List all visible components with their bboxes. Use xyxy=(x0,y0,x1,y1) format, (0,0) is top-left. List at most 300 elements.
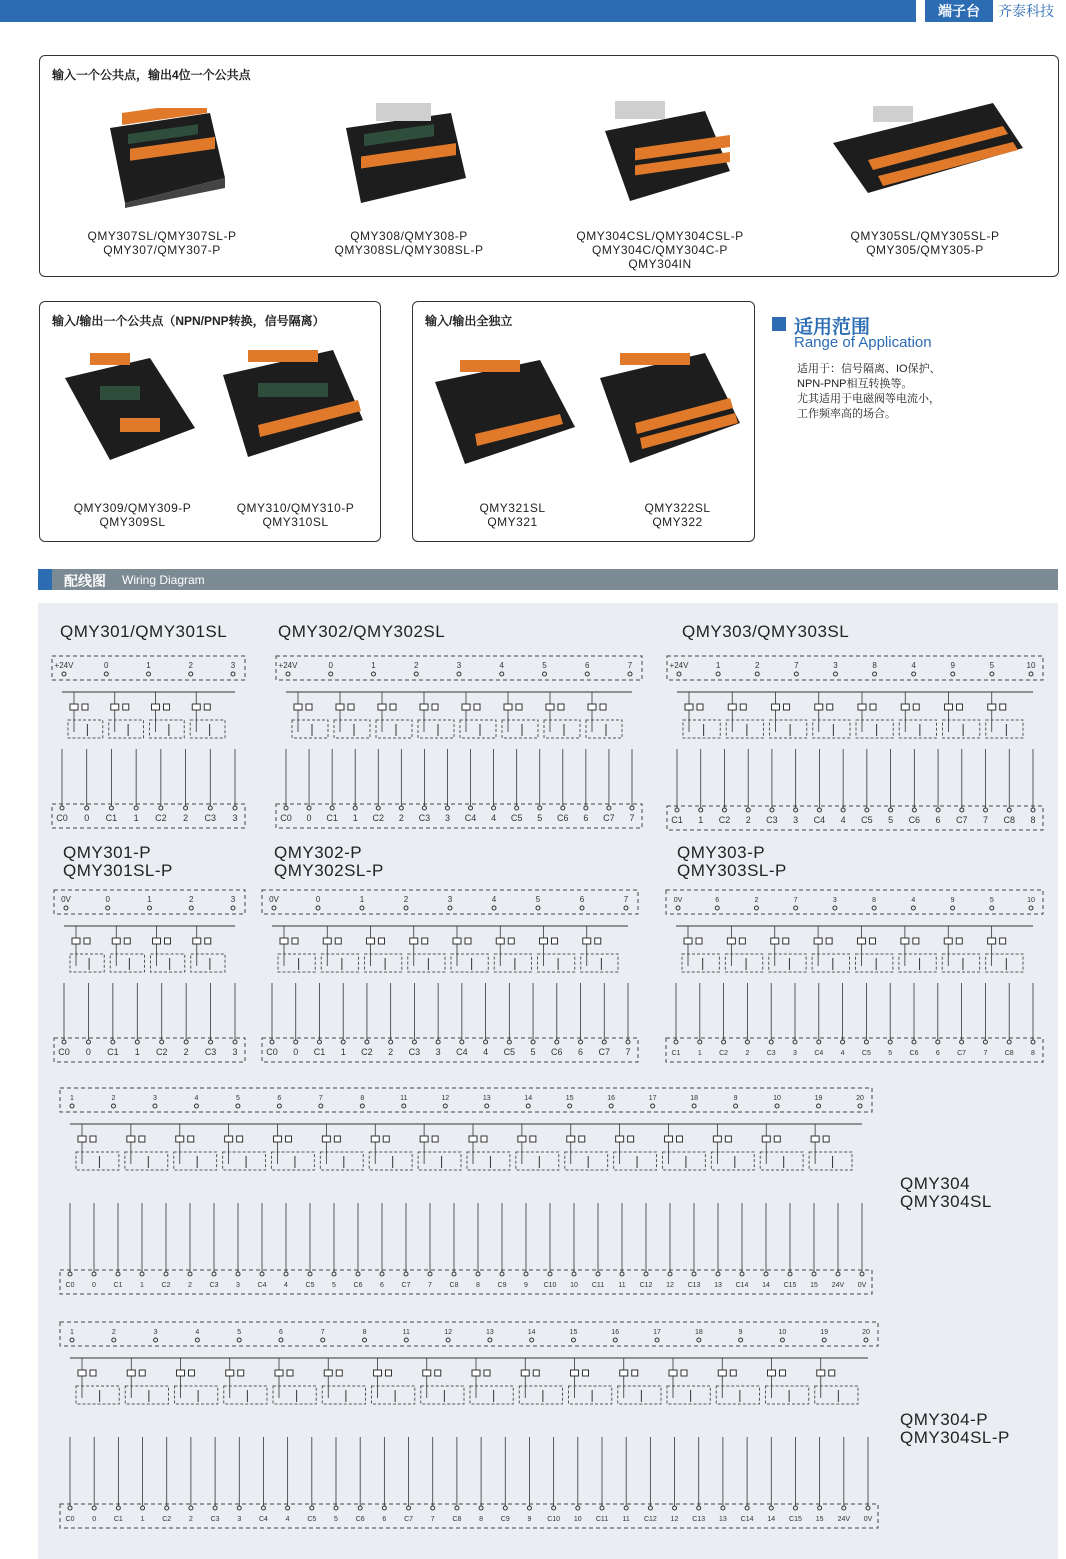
bottom-terminal-label: 0 xyxy=(92,1282,96,1289)
transistor-block xyxy=(151,954,185,972)
terminal-dot xyxy=(651,1104,655,1108)
terminal-dot xyxy=(209,1040,213,1044)
optocoupler-icon xyxy=(829,1370,835,1376)
optocoupler-icon xyxy=(579,1136,585,1142)
top-terminal-label: 12 xyxy=(444,1329,453,1336)
terminal-dot xyxy=(912,672,916,676)
resistor-icon xyxy=(588,704,596,710)
terminal-dot xyxy=(613,1338,617,1342)
bottom-terminal-label: C15 xyxy=(783,1282,797,1289)
bottom-terminal-label: C6 xyxy=(557,813,569,823)
top-terminal-label: 4 xyxy=(911,661,916,670)
terminal-dot xyxy=(116,1272,120,1276)
product-model-line: QMY321 xyxy=(487,515,538,529)
terminal-dot xyxy=(1007,808,1011,812)
transistor-block xyxy=(191,954,225,972)
resistor-icon xyxy=(858,938,866,944)
bottom-terminal-label: 12 xyxy=(666,1282,674,1289)
transistor-block xyxy=(273,1386,316,1404)
top-terminal-label: 2 xyxy=(414,661,419,670)
terminal-dot xyxy=(159,806,163,810)
bottom-terminal-label: 11 xyxy=(618,1282,626,1289)
bottom-terminal-label: 5 xyxy=(888,1050,893,1057)
terminal-dot xyxy=(543,672,547,676)
optocoupler-icon xyxy=(697,704,703,710)
optocoupler-icon xyxy=(379,938,385,944)
transistor-block xyxy=(813,720,850,738)
top-terminal-label: 5 xyxy=(535,895,541,904)
top-terminal-label: 6 xyxy=(715,897,720,904)
optocoupler-icon xyxy=(956,938,962,944)
resistor-icon xyxy=(423,1370,431,1376)
terminal-dot xyxy=(233,806,237,810)
top-terminal-label: 9 xyxy=(950,897,955,904)
optocoupler-icon xyxy=(165,938,171,944)
terminal-dot xyxy=(524,1272,528,1276)
transistor-block xyxy=(150,720,185,738)
resistor-icon xyxy=(177,1370,185,1376)
bottom-terminal-label: C0 xyxy=(65,1282,75,1289)
terminal-dot xyxy=(960,808,964,812)
top-terminal-label: 7 xyxy=(318,1095,323,1102)
terminal-dot xyxy=(722,1040,726,1044)
terminal-dot xyxy=(536,906,540,910)
resistor-icon xyxy=(367,938,375,944)
bottom-terminal-label: C5 xyxy=(307,1516,317,1523)
bottom-terminal-label: C14 xyxy=(735,1282,749,1289)
resistor-icon xyxy=(771,938,779,944)
bottom-terminal-label: C7 xyxy=(404,1516,414,1523)
bottom-terminal-label: C1 xyxy=(671,1050,681,1057)
optocoupler-icon xyxy=(432,1136,438,1142)
resistor-icon xyxy=(684,938,692,944)
terminal-strip-bottom xyxy=(52,804,245,828)
bottom-terminal-label: 8 xyxy=(479,1516,484,1523)
resistor-icon xyxy=(814,938,822,944)
optocoupler-icon xyxy=(90,1370,96,1376)
transistor-block xyxy=(369,1152,412,1170)
terminal-dot xyxy=(764,1272,768,1276)
top-terminal-label: 15 xyxy=(569,1329,578,1336)
optocoupler-icon xyxy=(481,1136,487,1142)
bottom-terminal-label: 10 xyxy=(573,1516,582,1523)
terminal-dot xyxy=(600,1506,604,1510)
bottom-terminal-label: 1 xyxy=(134,1047,140,1057)
bottom-terminal-label: 7 xyxy=(983,815,989,825)
top-terminal-label: 3 xyxy=(832,897,837,904)
resistor-icon xyxy=(280,938,288,944)
terminal-dot xyxy=(561,806,565,810)
optocoupler-icon xyxy=(780,1370,786,1376)
product-model-line: QMY322 xyxy=(652,515,703,529)
wiring-title-zh: 配线图 xyxy=(64,573,106,589)
terminal-dot xyxy=(769,1506,773,1510)
bottom-terminal-label: 6 xyxy=(380,1282,384,1289)
resistor-icon xyxy=(546,704,554,710)
terminal-dot xyxy=(692,1104,696,1108)
optocoupler-icon xyxy=(725,1136,731,1142)
application-line: 适用于：信号隔离、IO保护、 xyxy=(797,363,941,375)
bottom-terminal-label: C0 xyxy=(58,1047,70,1057)
terminal-dot xyxy=(484,1040,488,1044)
model-line: QMY302-P xyxy=(274,843,363,862)
bottom-terminal-label: C9 xyxy=(497,1282,507,1289)
terminal-dot xyxy=(552,1506,556,1510)
top-terminal-label: +24V xyxy=(669,661,689,670)
top-terminal-label: 0 xyxy=(105,895,110,904)
transistor-block xyxy=(569,1386,612,1404)
transistor-block xyxy=(683,720,720,738)
terminal-dot xyxy=(628,672,632,676)
bottom-terminal-label: C7 xyxy=(603,813,615,823)
application-line: NPN-PNP相互转换等。 xyxy=(797,378,913,390)
bottom-terminal-label: 1 xyxy=(697,1050,702,1057)
transistor-block xyxy=(408,954,445,972)
bottom-terminal-label: 4 xyxy=(483,1047,489,1057)
optocoupler-icon xyxy=(508,938,514,944)
terminal-dot xyxy=(213,1506,217,1510)
transistor-block xyxy=(334,720,370,738)
bottom-terminal-label: 24V xyxy=(837,1516,851,1523)
resistor-icon xyxy=(274,1136,282,1142)
terminal-dot xyxy=(630,806,634,810)
model-line: QMY304SL-P xyxy=(900,1428,1010,1447)
terminal-dot xyxy=(555,1040,559,1044)
transistor-block xyxy=(663,1152,706,1170)
bottom-terminal-label: 4 xyxy=(491,813,497,823)
bottom-terminal-label: C0 xyxy=(280,813,292,823)
product-model-line: QMY305SL/QMY305SL-P xyxy=(850,229,1000,243)
terminal-dot xyxy=(984,808,988,812)
resistor-icon xyxy=(112,938,120,944)
terminal-dot xyxy=(294,1040,298,1044)
terminal-dot xyxy=(365,1040,369,1044)
terminal-dot xyxy=(746,808,750,812)
resistor-icon xyxy=(768,1370,776,1376)
resistor-icon xyxy=(665,1136,673,1142)
top-terminal-label: 13 xyxy=(485,1329,494,1336)
resistor-icon xyxy=(504,704,512,710)
mid-right-box-title: 输入/输出全独立 xyxy=(425,314,513,328)
top-terminal-label: 13 xyxy=(482,1095,491,1102)
terminal-dot xyxy=(538,806,542,810)
mid-left-box-title: 输入/输出一个公共点（NPN/PNP转换，信号隔离） xyxy=(52,314,325,328)
bottom-terminal-label: C3 xyxy=(204,1047,217,1057)
top-terminal-label: 11 xyxy=(400,1095,408,1102)
bottom-terminal-label: 6 xyxy=(935,815,941,825)
bottom-terminal-label: 8 xyxy=(1031,1050,1035,1057)
model-line: QMY304SL xyxy=(900,1192,992,1211)
top-terminal-label: 14 xyxy=(527,1329,536,1336)
optocoupler-icon xyxy=(1000,938,1006,944)
transistor-block xyxy=(421,1386,464,1404)
terminal-dot xyxy=(817,1040,821,1044)
terminal-dot xyxy=(92,1506,96,1510)
bottom-terminal-label: C12 xyxy=(643,1516,657,1523)
application-line: 尤其适用于电磁阀等电流小， xyxy=(797,393,940,405)
optocoupler-icon xyxy=(237,1136,243,1142)
terminal-dot xyxy=(279,1338,283,1342)
product-model-line: QMY309SL xyxy=(99,515,166,529)
resistor-icon xyxy=(718,1370,726,1376)
terminal-dot xyxy=(1029,906,1033,910)
terminal-dot xyxy=(160,1040,164,1044)
transistor-block xyxy=(586,720,622,738)
top-terminal-label: +24V xyxy=(54,661,74,670)
top-terminal-label: 12 xyxy=(441,1095,450,1102)
transistor-block xyxy=(418,720,454,738)
bottom-terminal-label: C5 xyxy=(503,1047,516,1057)
optocoupler-icon xyxy=(784,704,790,710)
top-terminal-label: 20 xyxy=(862,1329,870,1336)
terminal-dot xyxy=(492,906,496,910)
resistor-icon xyxy=(70,704,78,710)
top-terminal-label: 10 xyxy=(778,1329,787,1336)
resistor-icon xyxy=(378,704,386,710)
terminal-dot xyxy=(602,1040,606,1044)
resistor-icon xyxy=(772,704,780,710)
bottom-terminal-label: C8 xyxy=(449,1282,459,1289)
product-model-line: QMY304CSL/QMY304CSL-P xyxy=(576,229,744,243)
resistor-icon xyxy=(78,1370,86,1376)
terminal-dot xyxy=(485,1104,489,1108)
terminal-dot xyxy=(111,1040,115,1044)
top-terminal-label: 7 xyxy=(794,661,799,670)
bottom-terminal-label: 2 xyxy=(745,815,751,825)
terminal-dot xyxy=(412,1040,416,1044)
terminal-dot xyxy=(286,672,290,676)
optocoupler-icon xyxy=(336,1370,342,1376)
optocoupler-icon xyxy=(386,1370,392,1376)
bottom-terminal-label: 5 xyxy=(334,1516,338,1523)
top-terminal-label: 4 xyxy=(194,1095,199,1102)
top-terminal-label: 4 xyxy=(491,895,497,904)
bottom-terminal-label: C1 xyxy=(313,1047,326,1057)
product-model-line: QMY304C/QMY304C-P xyxy=(592,243,728,257)
transistor-block xyxy=(943,720,980,738)
terminal-dot xyxy=(836,1272,840,1276)
top-terminal-label: 9 xyxy=(738,1329,743,1336)
bottom-terminal-label: 6 xyxy=(578,1047,584,1057)
terminal-dot xyxy=(740,1272,744,1276)
terminal-dot xyxy=(775,1104,779,1108)
terminal-dot xyxy=(716,672,720,676)
product-model-line: QMY309/QMY309-P xyxy=(73,501,192,515)
transistor-block xyxy=(320,1152,363,1170)
top-terminal-label: 1 xyxy=(70,1329,74,1336)
model-line: QMY301SL-P xyxy=(63,861,173,880)
bottom-terminal-label: 6 xyxy=(382,1516,387,1523)
top-terminal-label: 1 xyxy=(371,661,376,670)
bottom-terminal-label: 8 xyxy=(1030,815,1036,825)
application-line: 工作频率高的场合。 xyxy=(797,408,896,420)
top-terminal-label: 7 xyxy=(793,897,798,904)
terminal-dot xyxy=(769,1040,773,1044)
model-line: QMY302SL-P xyxy=(274,861,384,880)
optocoupler-icon xyxy=(827,704,833,710)
resistor-icon xyxy=(336,704,344,710)
bottom-terminal-label: 4 xyxy=(285,1516,290,1523)
application-title-zh: 适用范围 xyxy=(794,317,871,338)
bottom-terminal-label: C3 xyxy=(210,1516,220,1523)
transistor-block xyxy=(565,1152,608,1170)
bottom-terminal-label: 2 xyxy=(183,1047,189,1057)
bottom-terminal-label: 13 xyxy=(714,1282,722,1289)
terminal-dot xyxy=(382,1506,386,1510)
terminal-dot xyxy=(990,906,994,910)
bottom-terminal-label: C8 xyxy=(1004,1050,1014,1057)
transistor-block xyxy=(809,1152,852,1170)
top-terminal-label: 7 xyxy=(623,895,629,904)
terminal-dot xyxy=(277,1104,281,1108)
top-terminal-label: 1 xyxy=(715,661,721,670)
bottom-terminal-label: 7 xyxy=(629,813,635,823)
optocoupler-icon xyxy=(826,938,832,944)
resistor-icon xyxy=(192,704,200,710)
resistor-icon xyxy=(176,1136,184,1142)
terminal-dot xyxy=(841,1040,845,1044)
transistor-block xyxy=(502,720,538,738)
bottom-terminal-label: 1 xyxy=(140,1282,144,1289)
optocoupler-icon xyxy=(730,1370,736,1376)
optocoupler-icon xyxy=(600,704,606,710)
terminal-dot xyxy=(492,806,496,810)
transistor-block xyxy=(278,954,315,972)
resistor-icon xyxy=(374,1370,382,1376)
bottom-terminal-label: 0 xyxy=(84,813,90,823)
terminal-dot xyxy=(817,808,821,812)
top-terminal-label: 8 xyxy=(872,661,877,670)
optocoupler-icon xyxy=(681,1370,687,1376)
terminal-dot xyxy=(822,1338,826,1342)
top-terminal-label: 5 xyxy=(989,661,995,670)
header-category: 端子台 xyxy=(925,0,993,22)
optocoupler-icon xyxy=(139,1136,145,1142)
terminal-dot xyxy=(793,1040,797,1044)
terminal-dot xyxy=(500,1272,504,1276)
transistor-block xyxy=(174,1152,217,1170)
bottom-terminal-label: 1 xyxy=(133,813,139,823)
resistor-icon xyxy=(127,1136,135,1142)
resistor-icon xyxy=(521,1370,529,1376)
terminal-dot xyxy=(951,672,955,676)
top-terminal-label: 2 xyxy=(111,1329,116,1336)
terminal-dot xyxy=(576,1506,580,1510)
bottom-terminal-label: C2 xyxy=(162,1516,172,1523)
optocoupler-icon xyxy=(188,1136,194,1142)
optocoupler-icon xyxy=(696,938,702,944)
terminal-dot xyxy=(864,1040,868,1044)
bottom-terminal-label: 5 xyxy=(537,813,543,823)
terminal-dot xyxy=(677,672,681,676)
transistor-block xyxy=(614,1152,657,1170)
terminal-dot xyxy=(754,906,758,910)
transistor-block xyxy=(223,1152,266,1170)
bottom-terminal-label: 7 xyxy=(430,1516,435,1523)
top-terminal-label: 3 xyxy=(230,661,236,670)
top-terminal-label: 6 xyxy=(579,895,585,904)
terminal-dot xyxy=(507,1040,511,1044)
terminal-dot xyxy=(92,1272,96,1276)
optocoupler-icon xyxy=(628,1136,634,1142)
bottom-terminal-label: 1 xyxy=(140,1516,145,1523)
product-model-line: QMY307/QMY307-P xyxy=(103,243,221,257)
terminal-dot xyxy=(68,1272,72,1276)
terminal-dot xyxy=(109,806,113,810)
transistor-block xyxy=(418,1152,461,1170)
resistor-icon xyxy=(571,1370,579,1376)
optocoupler-icon xyxy=(286,1136,292,1142)
terminal-dot xyxy=(607,806,611,810)
bottom-terminal-label: 2 xyxy=(188,1516,193,1523)
transistor-block xyxy=(667,1386,710,1404)
bottom-terminal-label: C2 xyxy=(372,813,385,823)
bottom-terminal-label: 0V xyxy=(863,1516,873,1523)
terminal-dot xyxy=(284,1272,288,1276)
terminal-dot xyxy=(624,1506,628,1510)
bottom-terminal-label: C0 xyxy=(65,1516,75,1523)
optocoupler-icon xyxy=(306,704,312,710)
terminal-dot xyxy=(780,1338,784,1342)
terminal-dot xyxy=(873,672,877,676)
bottom-terminal-label: 2 xyxy=(183,813,189,823)
optocoupler-icon xyxy=(583,1370,589,1376)
optocoupler-icon xyxy=(334,1136,340,1142)
bottom-terminal-label: C6 xyxy=(353,1282,363,1289)
optocoupler-icon xyxy=(533,1370,539,1376)
transistor-block xyxy=(376,720,412,738)
transistor-block xyxy=(76,1152,119,1170)
terminal-dot xyxy=(60,806,64,810)
bottom-terminal-label: C6 xyxy=(909,1050,919,1057)
transistor-block xyxy=(68,720,103,738)
terminal-dot xyxy=(237,1506,241,1510)
optocoupler-icon xyxy=(189,1370,195,1376)
terminal-dot xyxy=(194,1104,198,1108)
optocoupler-icon xyxy=(516,704,522,710)
bottom-terminal-label: 10 xyxy=(570,1282,578,1289)
top-terminal-label: 16 xyxy=(611,1329,620,1336)
top-terminal-label: 3 xyxy=(447,895,453,904)
terminal-dot xyxy=(858,1104,862,1108)
bottom-terminal-label: C7 xyxy=(598,1047,611,1057)
top-terminal-label: 5 xyxy=(235,1095,240,1102)
top-terminal-label: 6 xyxy=(278,1329,283,1336)
product-model-line: QMY310SL xyxy=(262,515,329,529)
terminal-dot xyxy=(307,806,311,810)
top-box-title: 输入一个公共点，输出4位一个公共点 xyxy=(52,68,251,82)
terminal-dot xyxy=(530,1338,534,1342)
transistor-block xyxy=(770,720,807,738)
bottom-terminal-label: C1 xyxy=(113,1516,123,1523)
terminal-dot xyxy=(488,1338,492,1342)
bottom-terminal-label: 13 xyxy=(719,1516,727,1523)
bottom-terminal-label: 24V xyxy=(831,1282,845,1289)
bottom-terminal-label: 14 xyxy=(767,1516,776,1523)
terminal-dot xyxy=(1029,672,1033,676)
terminal-dot xyxy=(141,1506,145,1510)
resistor-icon xyxy=(193,938,201,944)
optocoupler-icon xyxy=(139,1370,145,1376)
product-model-line: QMY304IN xyxy=(628,257,692,271)
bottom-terminal-label: C2 xyxy=(718,815,731,825)
transistor-block xyxy=(766,1386,809,1404)
bottom-terminal-label: C1 xyxy=(326,813,338,823)
terminal-dot xyxy=(428,1272,432,1276)
terminal-dot xyxy=(676,906,680,910)
terminal-dot xyxy=(360,1104,364,1108)
top-terminal-label: 0 xyxy=(315,895,321,904)
